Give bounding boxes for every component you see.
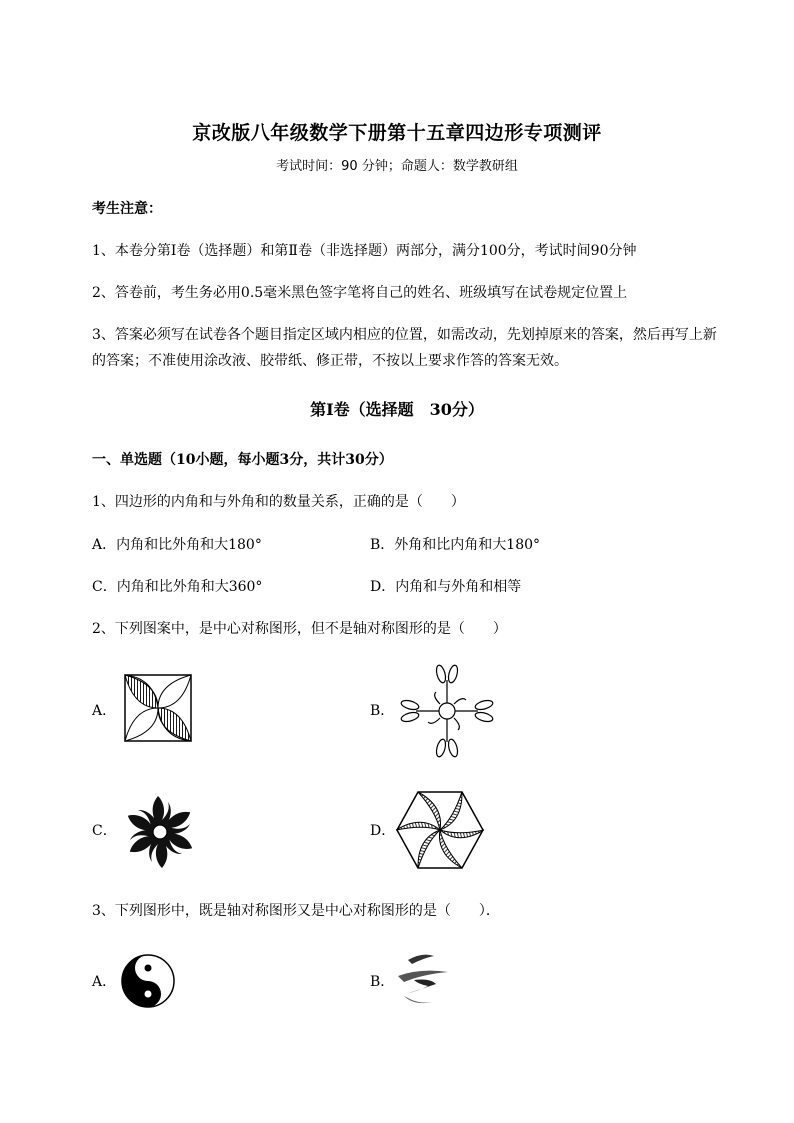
q1-option-b: B．外角和比内角和大180°: [370, 537, 541, 553]
flower-cross-pattern-icon: [398, 662, 496, 760]
q2-option-d: D．: [370, 823, 396, 839]
q3-option-a: A．: [92, 974, 117, 990]
part-heading: 一、单选题（10小题，每小题3分，共计30分）: [92, 452, 393, 468]
notice-item: 2、答卷前，考生务必用0.5毫米黑色签字笔将自己的姓名、班级填写在试卷规定位置上: [92, 285, 628, 301]
brush-stroke-logo-icon: [394, 950, 454, 1010]
page-title: 京改版八年级数学下册第十五章四边形专项测评: [192, 122, 602, 144]
notice-item: 的答案；不准使用涂改液、胶带纸、修正带，不按以上要求作答的答案无效。: [92, 353, 568, 369]
yin-yang-icon: [120, 953, 176, 1009]
question-3-stem: 3、下列图形中，既是轴对称图形又是中心对称图形的是（ ）．: [92, 903, 500, 919]
hexagon-leaf-pattern-icon: [396, 790, 484, 870]
square-petal-pattern-icon: [124, 674, 192, 742]
q1-option-c: C．内角和比外角和大360°: [92, 579, 263, 595]
exam-info: 考试时间：90 分钟；命题人：数学教研组: [276, 159, 518, 174]
question-1-stem: 1、四边形的内角和与外角和的数量关系，正确的是（ ）: [92, 494, 465, 510]
q1-option-d: D．内角和与外角和相等: [370, 579, 522, 595]
q2-option-b: B．: [370, 703, 395, 719]
section-title: 第I卷（选择题 30分）: [310, 400, 484, 419]
q2-option-c: C．: [92, 823, 117, 839]
q3-option-b: B．: [370, 974, 395, 990]
q2-option-a: A．: [92, 703, 117, 719]
notice-item: 3、答案必须写在试卷各个题目指定区域内相应的位置，如需改动，先划掉原来的答案，然后再写上新: [92, 327, 717, 343]
notice-heading: 考生注意：: [92, 201, 162, 217]
pinwheel-flower-icon: [118, 790, 202, 874]
question-2-stem: 2、下列图案中，是中心对称图形，但不是轴对称图形的是（ ）: [92, 621, 507, 637]
q1-option-a: A．内角和比外角和大180°: [92, 537, 262, 553]
notice-item: 1、本卷分第I卷（选择题）和第Ⅱ卷（非选择题）两部分，满分100分，考试时间90分钟: [92, 243, 637, 259]
